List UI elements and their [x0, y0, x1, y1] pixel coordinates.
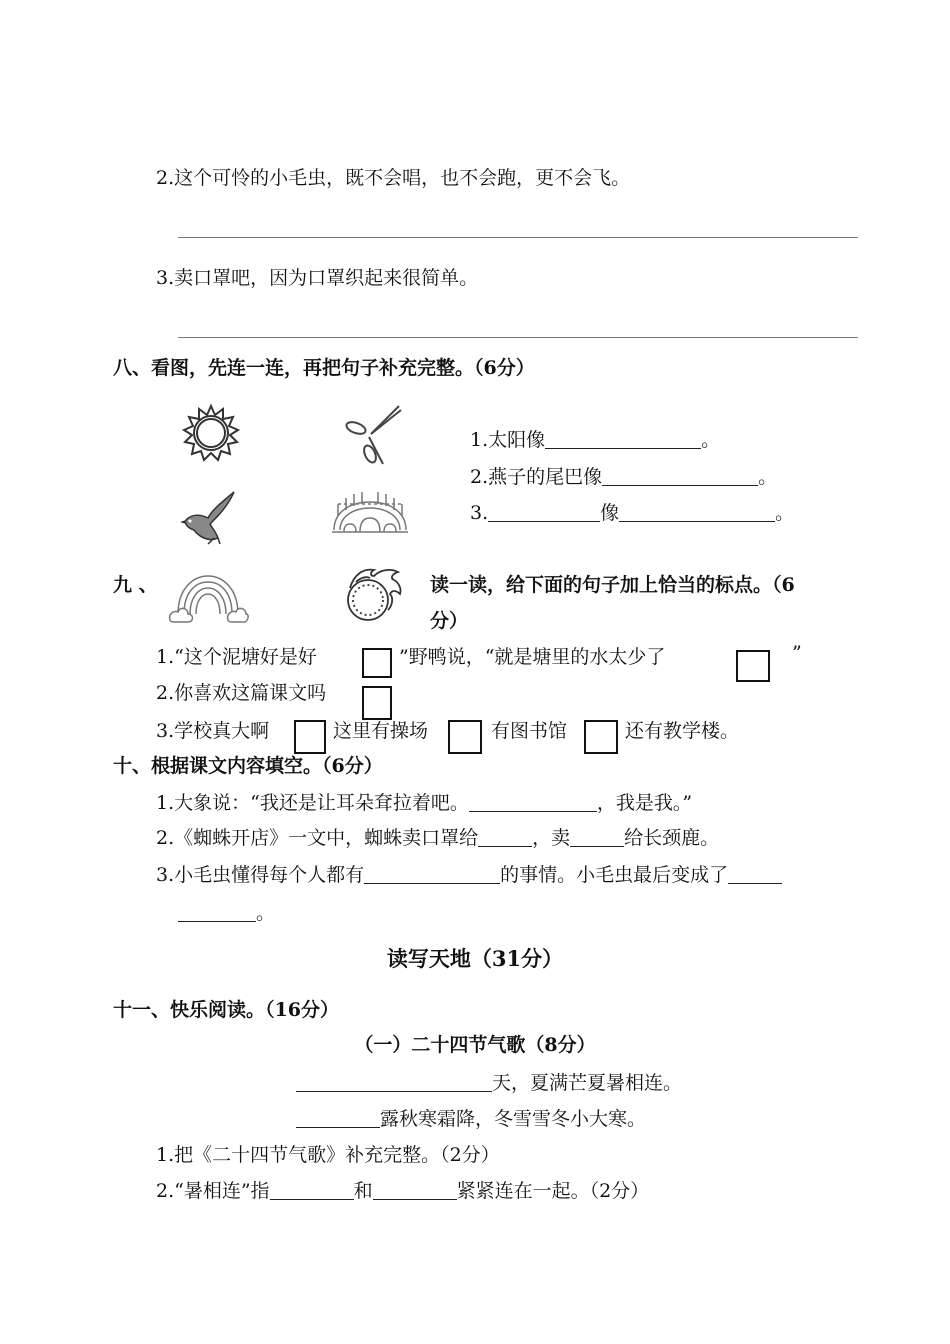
answer-blank[interactable]	[570, 827, 624, 847]
section-9-title-line1: 读一读，给下面的句子加上恰当的标点。（6	[430, 574, 795, 596]
answer-blank[interactable]	[296, 1108, 380, 1128]
answer-blank[interactable]	[364, 864, 500, 884]
poem-line-2: 露秋寒霜降，冬雪雪冬小大寒。	[296, 1104, 646, 1131]
sun-icon[interactable]	[182, 404, 240, 462]
answer-blank[interactable]	[469, 792, 597, 812]
answer-blank[interactable]	[545, 429, 701, 449]
answer-blank[interactable]	[619, 502, 775, 522]
q8-sentence-2: 2.燕子的尾巴像 。	[470, 466, 778, 488]
q7-3-sentence: 3.卖口罩吧，因为口罩织起来很简单。	[156, 267, 479, 289]
poem-line-1: 天，夏满芒夏暑相连。	[296, 1068, 682, 1095]
answer-blank[interactable]	[602, 466, 758, 486]
answer-blank[interactable]	[178, 902, 256, 922]
q9-3-part-a: 3.学校真大啊	[156, 720, 270, 742]
answer-blank[interactable]	[373, 1180, 457, 1200]
rainbow-icon[interactable]	[168, 570, 248, 626]
answer-blank[interactable]	[478, 827, 532, 847]
swallow-icon[interactable]	[178, 488, 240, 544]
punctuation-box[interactable]	[294, 720, 326, 754]
q9-2-sentence: 2.你喜欢这篇课文吗	[156, 682, 327, 704]
q10-sentence-1: 1.大象说：“我还是让耳朵耷拉着吧。 ，我是我。”	[156, 792, 693, 814]
q8-sentence-1: 1.太阳像 。	[470, 429, 721, 451]
punctuation-box[interactable]	[362, 648, 392, 678]
q9-3-part-c: 有图书馆	[491, 720, 568, 742]
answer-blank[interactable]	[270, 1180, 354, 1200]
answer-blank[interactable]	[488, 502, 600, 522]
q11-1-question: 1.把《二十四节气歌》补充完整。（2分）	[156, 1144, 500, 1166]
answer-blank[interactable]	[296, 1072, 492, 1092]
part-heading: 读写天地（31分）	[386, 946, 564, 971]
section-11-title: 十一、快乐阅读。（16分）	[113, 999, 339, 1021]
q9-1-part-b: ”野鸭说，“就是塘里的水太少了	[399, 646, 666, 668]
punctuation-box[interactable]	[584, 720, 618, 754]
fireball-icon[interactable]	[340, 564, 404, 628]
poem-title: （一）二十四节气歌（8分）	[354, 1034, 596, 1056]
punctuation-box[interactable]	[448, 720, 482, 754]
scissors-icon[interactable]	[343, 404, 403, 464]
punctuation-box[interactable]	[362, 686, 392, 720]
answer-line	[178, 237, 858, 238]
bridge-icon[interactable]	[330, 486, 410, 542]
answer-line	[178, 337, 858, 338]
q9-3-part-d: 还有教学楼。	[625, 720, 740, 742]
section-10-title: 十、根据课文内容填空。（6分）	[113, 755, 383, 777]
q9-3-part-b: 这里有操场	[333, 720, 429, 742]
q9-1-part-c: ”	[792, 642, 802, 664]
q10-sentence-2: 2.《蜘蛛开店》一文中，蜘蛛卖口罩给 ，卖 给长颈鹿。	[156, 827, 720, 849]
q10-sentence-3: 3.小毛虫懂得每个人都有 的事情。小毛虫最后变成了	[156, 860, 782, 887]
punctuation-box[interactable]	[736, 650, 770, 682]
section-9-title-line2: 分）	[430, 610, 469, 632]
q10-sentence-3-cont: 。	[178, 898, 275, 925]
section-8-title: 八、看图，先连一连，再把句子补充完整。（6分）	[113, 357, 535, 379]
section-9-number: 九 、	[113, 574, 158, 596]
q7-2-sentence: 2.这个可怜的小毛虫，既不会唱，也不会跑，更不会飞。	[156, 167, 631, 189]
answer-blank[interactable]	[728, 864, 782, 884]
q11-2-question: 2.“暑相连”指 和 紧紧连在一起。（2分）	[156, 1180, 650, 1202]
q8-sentence-3: 3. 像 。	[470, 502, 795, 524]
q9-1-part-a: 1.“这个泥塘好是好	[156, 646, 317, 668]
